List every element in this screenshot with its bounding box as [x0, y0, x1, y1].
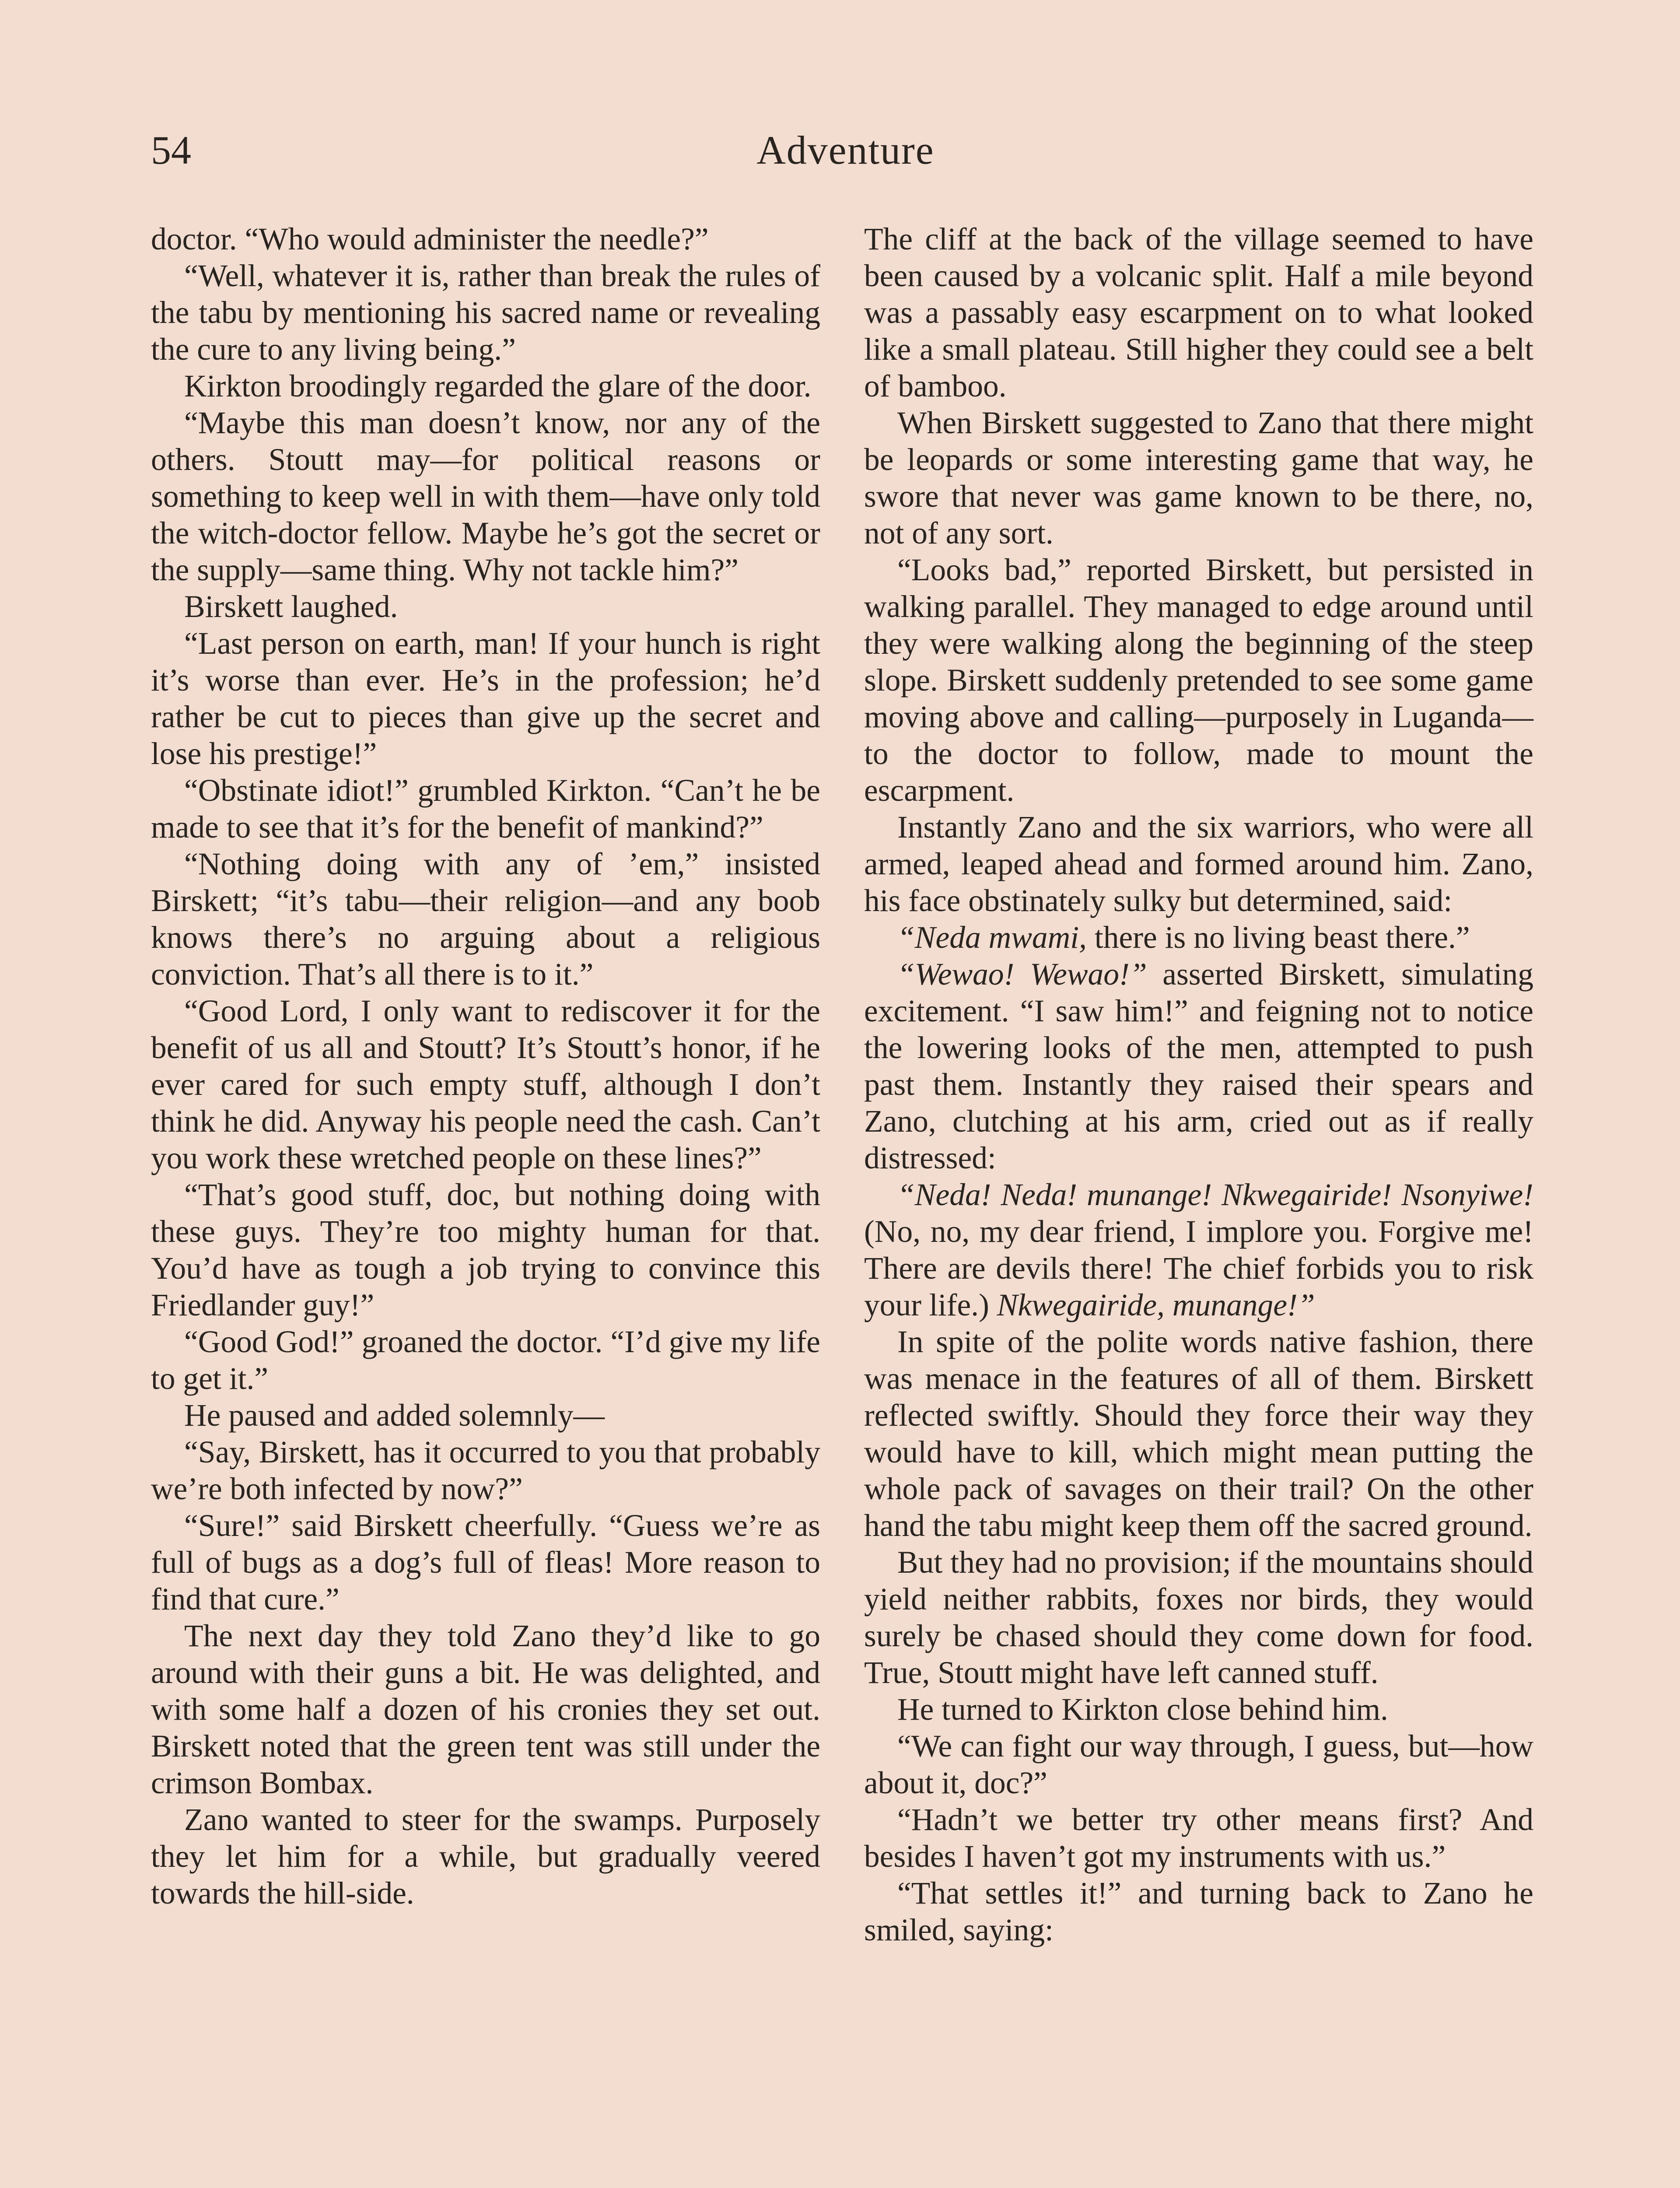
italic-phrase: Nkwegairide, munange!”: [997, 1288, 1315, 1322]
paragraph: He paused and added solemnly—: [184, 1398, 605, 1433]
right-column: [864, 221, 1533, 1949]
paragraph: Birskett laughed.: [184, 589, 398, 624]
paragraph: “Nothing doing with any of ’em,” insisted Birskett; “it’s tabu—their religion—and any boob knows there’s no arguing about a religious conviction. That’s all there is to it.”: [151, 847, 820, 992]
paragraph: The next day they told Zano they’d like to go around with their guns a bit. He was delighted, and with some half a dozen of his cronies they set out. Birskett noted that the green tent was still under the crimson Bombax.: [151, 1619, 820, 1800]
paragraph: “Sure!” said Birskett cheerfully. “Guess we’re as full of bugs as a dog’s full of fleas! More reason to find that cure.”: [151, 1508, 820, 1616]
paragraph: [864, 1177, 1533, 1324]
paragraph: “Last person on earth, man! If your hunch is right it’s worse than ever. He’s in the profession; he’d rather be cut to pieces than give up the secret and lose his prestige!”: [151, 626, 820, 771]
paragraph: Kirkton broodingly regarded the glare of the door.: [184, 369, 812, 403]
page-header: [151, 127, 1540, 188]
paragraph: In spite of the polite words native fashion, there was menace in the features of all of them. Birskett reflected swiftly. Should they force their way they would have to kill, which might mean putting the whole pack of savages on their trail? On the other hand the tabu might keep them off the sacred ground.: [864, 1325, 1533, 1543]
text-span: there is no living beast there.”: [1087, 920, 1470, 955]
paragraph: “Looks bad,” reported Birskett, but persisted in walking parallel. They managed to edge around until they were walking along the beginning of the steep slope. Birskett suddenly pretended to see some game moving above and calling—purposely in Luganda—to the doctor to follow, made to mount the escarpment.: [864, 553, 1533, 808]
paragraph: “Hadn’t we better try other means first? And besides I haven’t got my instruments with us.”: [864, 1802, 1533, 1874]
paragraph: Instantly Zano and the six warriors, who were all armed, leaped ahead and formed around him. Zano, his face obstinately sulky but determined, said:: [864, 810, 1533, 918]
paragraph: He turned to Kirkton close behind him.: [897, 1692, 1388, 1727]
italic-phrase: “Wewao! Wewao!”: [897, 957, 1147, 992]
text-span: asserted Birskett, simulating excitement. “I saw him!” and feigning not to notice the lowering looks of the men, attempted to push past them. Instantly they raised their spears and Zano, clutching at his arm, cried out as if really distressed:: [864, 957, 1533, 1175]
paragraph: Zano wanted to steer for the swamps. Purposely they let him for a while, but gradually veered towards the hill-side.: [151, 1802, 820, 1911]
paragraph: “We can fight our way through, I guess, but—how about it, doc?”: [864, 1729, 1533, 1800]
paragraph: “Well, whatever it is, rather than break the rules of the tabu by mentioning his sacred name or revealing the cure to any living being.”: [151, 259, 820, 367]
paragraph: But they had no provision; if the mountains should yield neither rabbits, foxes nor birds, they would surely be chased should they come down for food. True, Stoutt might have left canned stuff.: [864, 1545, 1533, 1690]
paragraph: “Say, Birskett, has it occurred to you that probably we’re both infected by now?”: [151, 1435, 820, 1506]
paragraph: [864, 919, 1533, 956]
paragraph: “Good God!” groaned the doctor. “I’d give my life to get it.”: [151, 1325, 820, 1396]
page-number: 54: [151, 128, 191, 172]
left-column: [151, 221, 820, 1912]
paragraph: [864, 956, 1533, 1177]
paragraph: “That’s good stuff, doc, but nothing doing with these guys. They’re too mighty human for that. You’d have as tough a job trying to convince this Friedlander guy!”: [151, 1178, 820, 1322]
italic-phrase: “Neda! Neda! munange! Nkwegairide! Nsonyiwe!: [897, 1178, 1533, 1212]
paragraph: “Good Lord, I only want to rediscover it for the benefit of us all and Stoutt? It’s Stoutt’s honor, if he ever cared for such empty stuff, although I don’t think he did. Anyway his people need the cash. Can’t you work these wretched people on these lines?”: [151, 994, 820, 1175]
running-title: Adventure: [756, 128, 934, 172]
paragraph: “Maybe this man doesn’t know, nor any of the others. Stoutt may—for political reasons or something to keep well in with them—have only told the witch-doctor fellow. Maybe he’s got the secret or the supply—same thing. Why not tackle him?”: [151, 406, 820, 587]
paragraph: “Obstinate idiot!” grumbled Kirkton. “Can’t he be made to see that it’s for the benefit of mankind?”: [151, 773, 820, 845]
paragraph: When Birskett suggested to Zano that there might be leopards or some interesting game that way, he swore that never was game known to be there, no, not of any sort.: [864, 406, 1533, 551]
text-span: (No, no, my dear friend, I implore you. Forgive me! There are devils there! The chief forbids you to risk your life.): [864, 1214, 1533, 1322]
paragraph: “That settles it!” and turning back to Zano he smiled, saying:: [864, 1876, 1533, 1947]
italic-phrase: “Neda mwami,: [897, 920, 1087, 955]
paragraph: doctor. “Who would administer the needle?”: [151, 222, 709, 256]
paragraph: The cliff at the back of the village seemed to have been caused by a volcanic split. Half a mile beyond was a passably easy escarpment on to what looked like a small plateau. Still higher they could see a belt of bamboo.: [864, 222, 1533, 403]
